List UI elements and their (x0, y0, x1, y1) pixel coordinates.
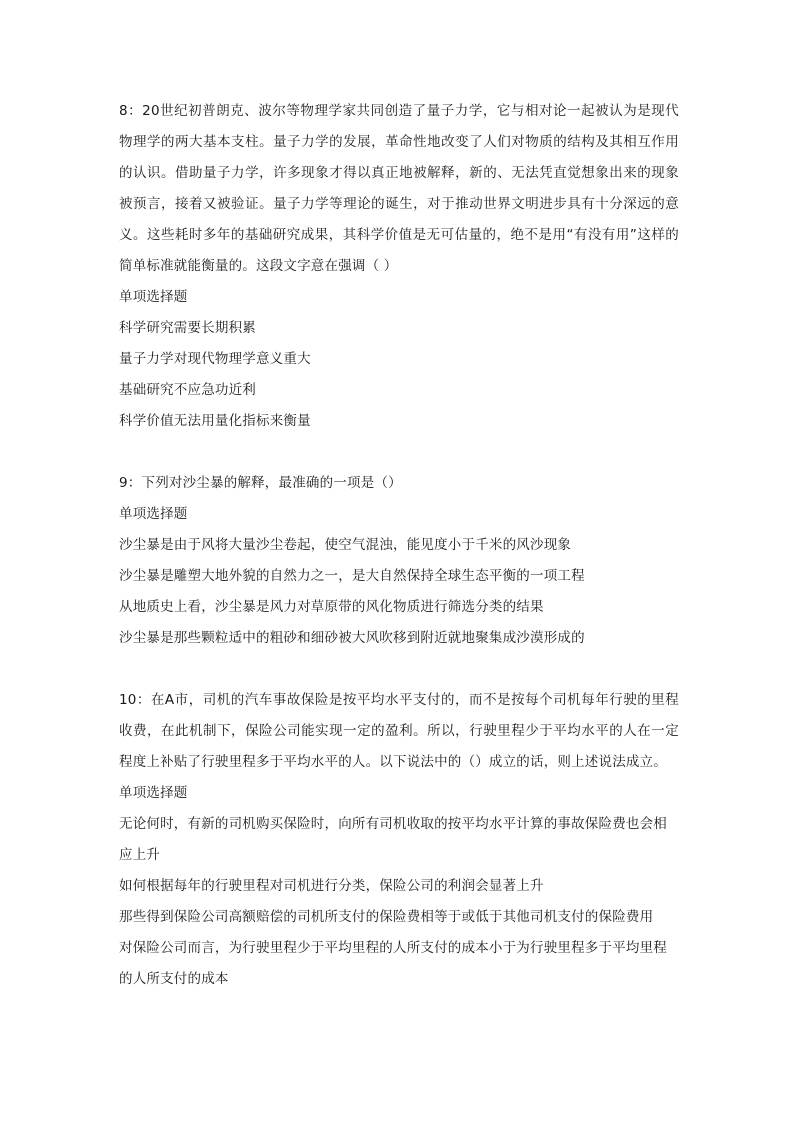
question-9 (119, 468, 679, 654)
answer-option: 量子力学对现代物理学意义重大 (119, 351, 311, 367)
answer-option: 从地质史上看，沙尘暴是风力对草原带的风化物质进行筛选分类的结果 (119, 599, 544, 615)
question-10 (119, 685, 679, 995)
question-type-label: 单项选择题 (119, 506, 188, 522)
answer-option: 那些得到保险公司高额赔偿的司机所支付的保险费相等于或低于其他司机支付的保险费用 (119, 909, 654, 925)
answer-option: 科学价值无法用量化指标来衡量 (119, 413, 311, 429)
answer-option: 科学研究需要长期积累 (119, 320, 256, 336)
answer-option: 如何根据每年的行驶里程对司机进行分类，保险公司的利润会显著上升 (119, 878, 544, 894)
question-spacer (119, 654, 679, 685)
question-stem: 9：下列对沙尘暴的解释，最准确的一项是（） (119, 475, 402, 491)
question-spacer (119, 437, 679, 468)
answer-option: 沙尘暴是那些颗粒适中的粗砂和细砂被大风吹移到附近就地聚集成沙漠形成的 (119, 630, 585, 646)
answer-option: 基础研究不应急功近利 (119, 382, 256, 398)
question-stem: 10：在A市，司机的汽车事故保险是按平均水平支付的，而不是按每个司机每年行驶的里程收费，在此机制下，保险公司能实现一定的盈利。所以，行驶里程少于平均水平的人在一定程度上补贴了行驶里程多于平均水平的人。以下说法中的（）成立的话，则上述说法成立。 (119, 692, 679, 770)
answer-option: 无论何时，有新的司机购买保险时，向所有司机收取的按平均水平计算的事故保险费也会相应上升 (119, 816, 667, 863)
answer-option: 沙尘暴是雕塑大地外貌的自然力之一，是大自然保持全球生态平衡的一项工程 (119, 568, 585, 584)
question-stem: 8：20世纪初普朗克、波尔等物理学家共同创造了量子力学，它与相对论一起被认为是现代物理学的两大基本支柱。量子力学的发展，革命性地改变了人们对物质的结构及其相互作用的认识。借助量子力学，许多现象才得以真正地被解释，新的、无法凭直觉想象出来的现象被预言，接着又被验证。量子力学等理论的诞生，对于推动世界文明进步具有十分深远的意义。这些耗时多年的基础研究成果，其科学价值是无可估量的，绝不是用“有没有用”这样的简单标准就能衡量的。这段文字意在强调（ ） (119, 103, 679, 274)
document-page (119, 96, 679, 995)
answer-option: 沙尘暴是由于风将大量沙尘卷起，使空气混浊，能见度小于千米的风沙现象 (119, 537, 572, 553)
question-8 (119, 96, 679, 437)
question-type-label: 单项选择题 (119, 785, 188, 801)
question-type-label: 单项选择题 (119, 289, 188, 305)
answer-option: 对保险公司而言，为行驶里程少于平均里程的人所支付的成本小于为行驶里程多于平均里程的人所支付的成本 (119, 940, 667, 987)
